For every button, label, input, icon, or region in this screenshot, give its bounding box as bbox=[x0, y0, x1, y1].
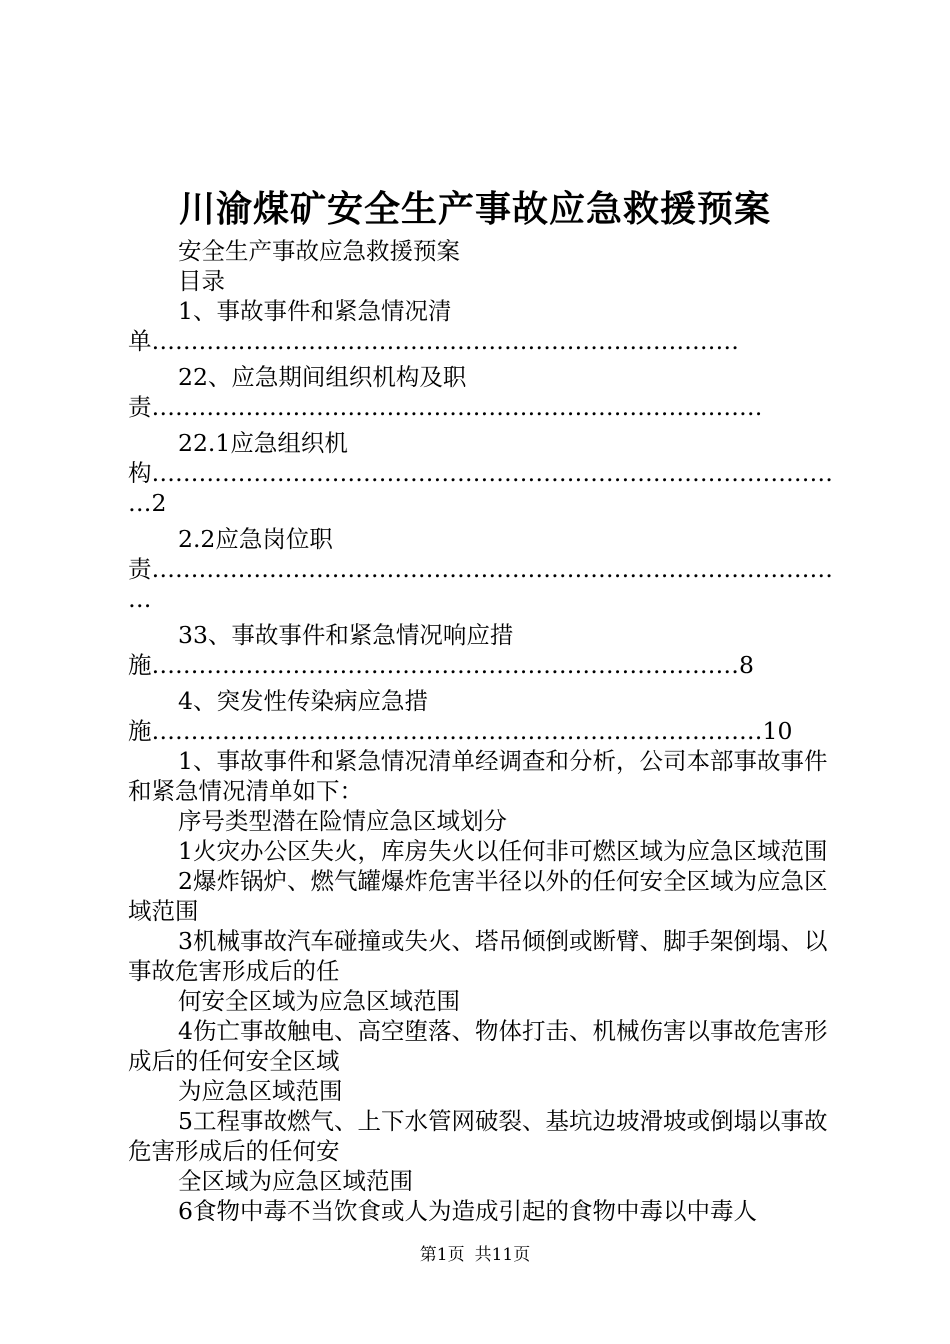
document-title: 川渝煤矿安全生产事故应急救援预案 bbox=[178, 188, 771, 230]
toc-heading: 目录 bbox=[178, 267, 225, 295]
document-body bbox=[128, 236, 834, 1226]
toc-entry bbox=[128, 620, 834, 680]
toc-entry-dots: ……………………………………………………………………………… bbox=[128, 555, 833, 613]
toc-entry-text: 4、突发性传染病应急措施 bbox=[128, 687, 428, 745]
toc-entry-dots: …………………………………………………………………… bbox=[151, 393, 763, 421]
body-paragraph: 1火灾办公区失火，库房失火以任何非可燃区域为应急区域范围 bbox=[178, 837, 828, 865]
toc-entry-text: 33、事故事件和紧急情况响应措施 bbox=[128, 621, 514, 679]
toc-entry bbox=[128, 524, 834, 614]
body-paragraph: 何安全区域为应急区域范围 bbox=[178, 987, 460, 1015]
subtitle: 安全生产事故应急救援预案 bbox=[178, 237, 460, 265]
toc-entry bbox=[128, 428, 834, 518]
toc-entry-text: 2.2应急岗位职责 bbox=[128, 525, 333, 583]
page-total: 共11页 bbox=[474, 1245, 531, 1265]
toc-entry bbox=[128, 686, 834, 746]
toc-entry-dots: …………………………………………………………………… bbox=[151, 717, 763, 745]
body-paragraph: 6食物中毒不当饮食或人为造成引起的食物中毒以中毒人 bbox=[178, 1197, 757, 1225]
page-footer bbox=[0, 1243, 950, 1267]
toc-entry-dots: ………………………………………………………………… bbox=[151, 651, 739, 679]
toc-entry-page: 2 bbox=[151, 489, 167, 517]
toc-entry bbox=[128, 362, 834, 422]
body-paragraph: 1、事故事件和紧急情况清单经调查和分析，公司本部事故事件和紧急情况清单如下： bbox=[128, 747, 828, 805]
toc-entry-page: 8 bbox=[739, 651, 754, 679]
toc-entry-text: 1、事故事件和紧急情况清单 bbox=[128, 297, 452, 355]
toc-entry-text: 22、应急期间组织机构及职责 bbox=[128, 363, 467, 421]
page-number: 第1页 bbox=[419, 1245, 465, 1265]
toc-entry-dots: ………………………………………………………………… bbox=[151, 327, 739, 355]
body-paragraph: 2爆炸锅炉、燃气罐爆炸危害半径以外的任何安全区域为应急区域范围 bbox=[128, 867, 828, 925]
body-paragraph: 4伤亡事故触电、高空堕落、物体打击、机械伤害以事故危害形成后的任何安全区域 bbox=[128, 1017, 828, 1075]
toc-entry-text: 22.1应急组织机构 bbox=[128, 429, 348, 487]
body-paragraph: 全区域为应急区域范围 bbox=[178, 1167, 413, 1195]
toc-entry bbox=[128, 296, 834, 356]
toc-entry-dots: ……………………………………………………………………………… bbox=[128, 459, 833, 517]
body-paragraph: 为应急区域范围 bbox=[178, 1077, 343, 1105]
body-paragraph: 序号类型潜在险情应急区域划分 bbox=[178, 807, 507, 835]
body-paragraph: 5工程事故燃气、上下水管网破裂、基坑边坡滑坡或倒塌以事故危害形成后的任何安 bbox=[128, 1107, 828, 1165]
body-paragraph: 3机械事故汽车碰撞或失火、塔吊倾倒或断臂、脚手架倒塌、以事故危害形成后的任 bbox=[128, 927, 828, 985]
toc-entry-page: 10 bbox=[762, 717, 793, 745]
